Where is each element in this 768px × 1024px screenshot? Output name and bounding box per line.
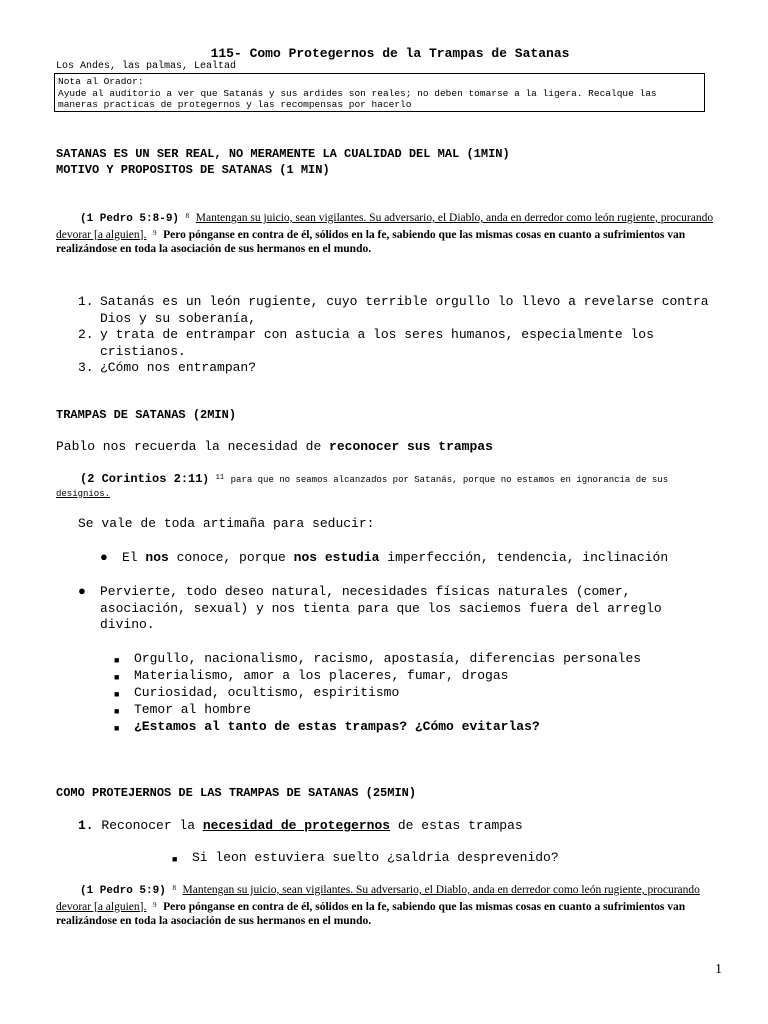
paragraph-artimana: Se vale de toda artimaña para seducir: <box>78 516 375 531</box>
square-bullet-icon: ■ <box>114 673 120 683</box>
scripture-bold-text: Pero pónganse en contra de él, sólidos en la fe, sabiendo que las mismas cosas en cuanto a sufrimientos van realizándose en toda la asociación de sus hermanos en el mundo. <box>56 228 686 255</box>
speaker-note-label: Nota al Orador: <box>58 76 144 87</box>
emphasis-text: reconocer sus trampas <box>329 439 493 454</box>
verse-number: 8 <box>185 212 190 220</box>
scripture-underlined-text: Mantengan su juicio, sean vigilantes. Su adversario, el Diablo, anda en derredor como león rugiente, procurando devorar [a alguien]. <box>56 212 714 241</box>
speaker-note-box <box>54 73 705 112</box>
bullet-dot-icon: ● <box>78 584 86 599</box>
square-bullet-icon: ■ <box>114 656 120 666</box>
sub-bullet-item: ■ ¿Estamos al tanto de estas trampas? ¿Cómo evitarlas? <box>112 719 712 736</box>
sub-bullet-item: ■ Si leon estuviera suelto ¿saldria desprevenido? <box>170 850 710 867</box>
sub-bullet-item: ■ Curiosidad, ocultismo, espiritismo <box>112 685 712 702</box>
scripture-text: para que no seamos alcanzados por Satanás, porque no estamos en ignorancia de sus <box>230 475 669 485</box>
bullet-item: ● El nos conoce, porque nos estudia imperfección, tendencia, inclinación <box>100 550 669 565</box>
document-subtitle: Los Andes, las palmas, Lealtad <box>56 61 237 72</box>
section-heading-protection: COMO PROTEJERNOS DE LAS TRAMPAS DE SATANAS (25MIN) <box>56 786 417 800</box>
protection-step-1: 1. Reconocer la necesidad de protegernos de estas trampas <box>78 818 523 833</box>
square-bullet-icon: ■ <box>172 855 178 865</box>
sub-bullet-item: ■ Temor al hombre <box>112 702 712 719</box>
sub-bullet-item: ■ Orgullo, nacionalismo, racismo, apostasía, diferencias personales <box>112 651 712 668</box>
scripture-underlined-text: Mantengan su juicio, sean vigilantes. Su adversario, el Diablo, anda en derredor como león rugiente, procurando devorar [a alguien]. <box>56 884 700 913</box>
scripture-ref: (1 Pedro 5:9 <box>80 885 160 897</box>
scripture-ref: (1 Pedro 5:8-9 <box>80 213 173 225</box>
scripture-2-corintios-2-11: (2 Corintios 2:11) $^{11}$ para que no seamos alcanzados por Satanás, porque no estamos en ignorancia de sus designios. <box>56 472 669 499</box>
page-number: 1 <box>715 962 722 977</box>
verse-number: 11 <box>215 474 225 482</box>
section-heading-real: SATANAS ES UN SER REAL, NO MERAMENTE LA CUALIDAD DEL MAL (1MIN) <box>56 147 510 161</box>
bullet-dot-icon: ● <box>100 550 108 565</box>
bullet-item: ● Pervierte, todo deseo natural, necesidades físicas naturales (comer, asociación, sexual) y nos tienta para que los saciemos fuera del arreglo divino. <box>78 584 662 632</box>
square-bullet-icon: ■ <box>114 724 120 734</box>
list-item: 2. y trata de entrampar con astucia a los seres humanos, especialmente los cristianos. <box>78 327 654 359</box>
speaker-note-text: Ayude al auditorio a ver que Satanás y sus ardides son reales; no deben tomarse a la ligera. Recalque las maneras practicas de protegernos y las recompensas por hacerlo <box>58 87 657 110</box>
verse-number: 9 <box>152 900 157 909</box>
sub-bullet-item: ■ Materialismo, amor a los placeres, fumar, drogas <box>112 668 712 685</box>
list-item: 3. ¿Cómo nos entrampan? <box>78 360 257 375</box>
list-item: 1. Satanás es un león rugiente, cuyo terrible orgullo lo llevo a revelarse contra Dios y su soberanía, <box>78 294 709 326</box>
scripture-1-pedro-5-9: (1 Pedro 5:9) $^8$ Mantengan su juicio, sean vigilantes. Su adversario, el Diablo, anda en derredor como león rugiente, procurando devorar [a alguien]. $^9$ Pero pónganse en contra de él, sólidos en la fe, sabiendo que las mismas cosas en cuanto a sufrimientos van realizándose en toda la asociación de sus hermanos en el mundo. <box>56 884 700 927</box>
scripture-bold-text: Pero pónganse en contra de él, sólidos en la fe, sabiendo que las mismas cosas en cuanto a sufrimientos van realizándose en toda la asociación de sus hermanos en el mundo. <box>56 900 686 927</box>
section-heading-motives: MOTIVO Y PROPOSITOS DE SATANAS (1 MIN) <box>56 163 330 177</box>
scripture-underlined-text: designios. <box>56 488 111 499</box>
scripture-ref: (2 Corintios 2:11 <box>80 472 203 486</box>
square-bullet-icon: ■ <box>114 707 120 717</box>
scripture-1-pedro-5-8-9: (1 Pedro 5:8-9) $^8$ Mantengan su juicio, sean vigilantes. Su adversario, el Diablo, anda en derredor como león rugiente, procurando devorar [a alguien]. $^9$ Pero pónganse en contra de él, sólidos en la fe, sabiendo que las mismas cosas en cuanto a sufrimientos van realizándose en toda la asociación de sus hermanos en el mundo. <box>56 212 714 255</box>
verse-number: 9 <box>152 228 157 237</box>
verse-number: 8 <box>172 884 176 892</box>
paragraph-pablo: Pablo nos recuerda la necesidad de reconocer sus trampas <box>56 439 493 454</box>
section-heading-traps: TRAMPAS DE SATANAS (2MIN) <box>56 408 237 422</box>
emphasis-text: necesidad de protegernos <box>202 818 391 833</box>
document-title: 115- Como Protegernos de la Trampas de Satanas <box>210 46 570 61</box>
square-bullet-icon: ■ <box>114 690 120 700</box>
